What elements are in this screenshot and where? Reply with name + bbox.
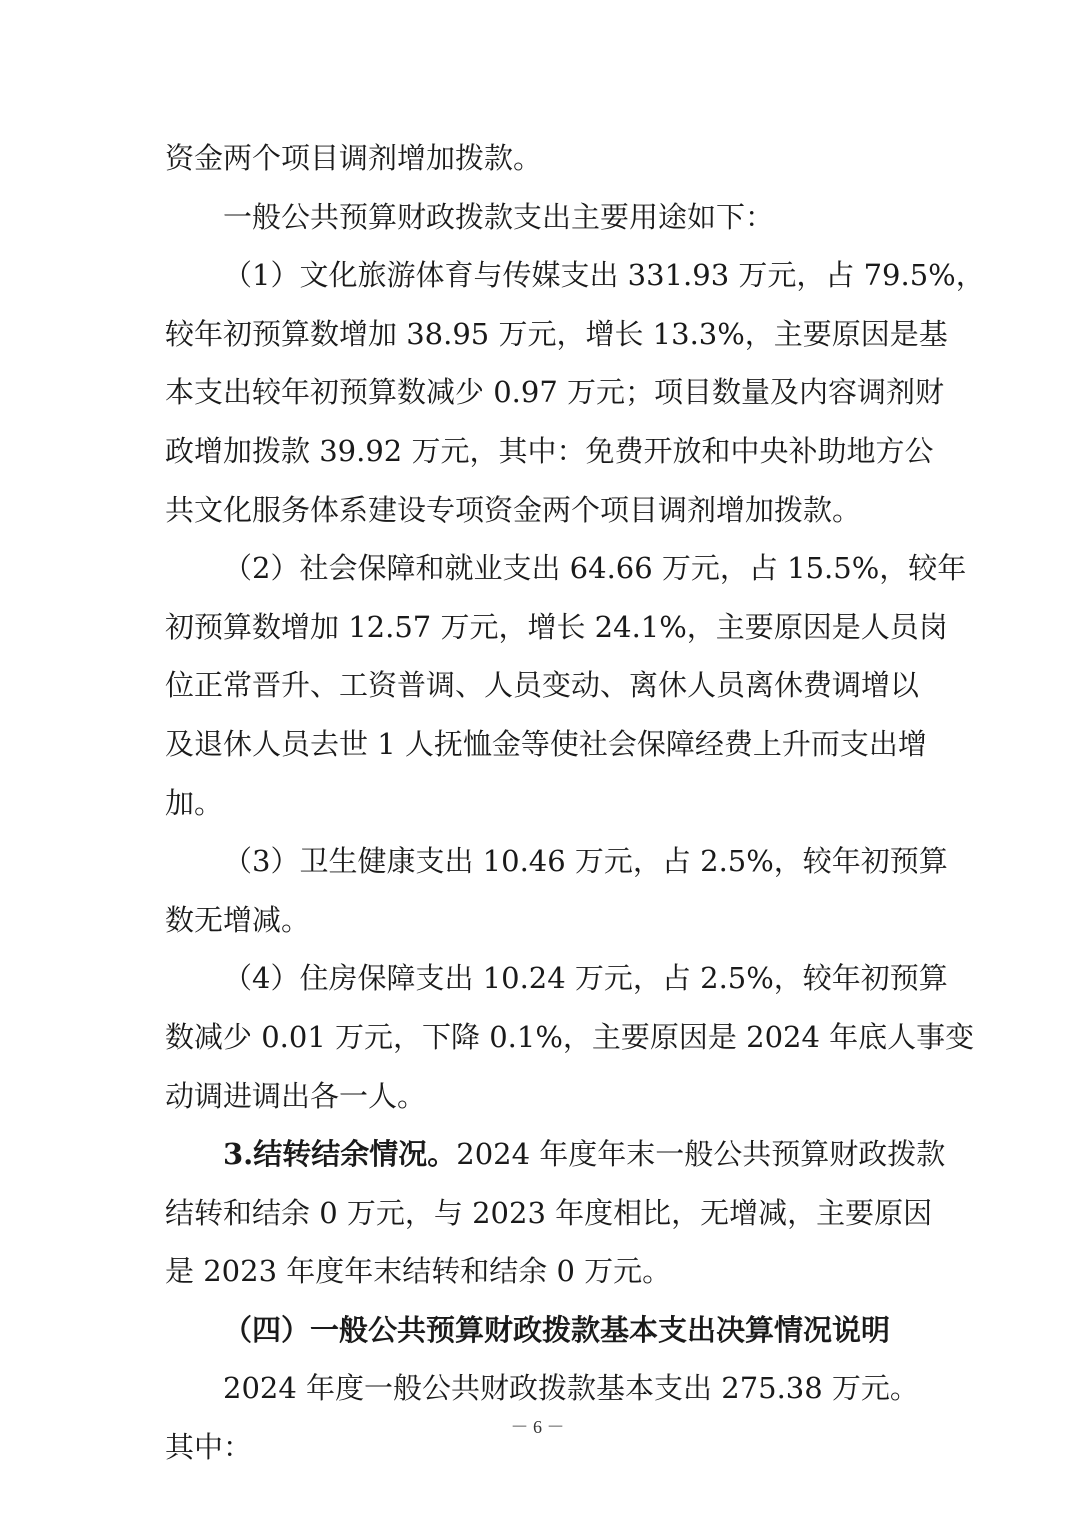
section-lead-text: 2024 年度年末一般公共预算财政拨款 (456, 1137, 946, 1172)
text-line: 其中： (165, 1430, 253, 1465)
text-line: 一般公共预算财政拨款支出主要用途如下： (223, 199, 775, 234)
page-number: － 6 － (510, 1417, 565, 1437)
text-line: 2024 年度一般公共财政拨款基本支出 275.38 万元。 (223, 1371, 919, 1406)
text-line: 位正常晋升、工资普调、人员变动、离休人员离休费调增以 (165, 668, 920, 703)
text-line: 数减少 0.01 万元，下降 0.1%，主要原因是 2024 年底人事变 (165, 1019, 975, 1054)
text-line: 较年初预算数增加 38.95 万元，增长 13.3%，主要原因是基 (165, 316, 948, 351)
text-line: （2）社会保障和就业支出 64.66 万元，占 15.5%，较年 (223, 551, 967, 586)
text-line: 资金两个项目调剂增加拨款。 (165, 141, 543, 175)
section-heading: （四）一般公共预算财政拨款基本支出决算情况说明 (223, 1312, 891, 1347)
text-line: 加。 (165, 785, 224, 820)
text-line: 共文化服务体系建设专项资金两个项目调剂增加拨款。 (165, 492, 862, 527)
text-line: （3）卫生健康支出 10.46 万元，占 2.5%，较年初预算 (223, 844, 948, 879)
text-line: （1）文化旅游体育与传媒支出 331.93 万元，占 79.5%， (223, 258, 985, 293)
text-line: 结转和结余 0 万元，与 2023 年度相比，无增减，主要原因 (165, 1195, 933, 1230)
document-body (165, 129, 985, 1477)
text-line: 数无增减。 (165, 902, 311, 937)
text-line: 是 2023 年度年末结转和结余 0 万元。 (165, 1254, 672, 1289)
text-line: 本支出较年初预算数减少 0.97 万元；项目数量及内容调剂财 (165, 375, 945, 410)
text-line: （4）住房保障支出 10.24 万元，占 2.5%，较年初预算 (223, 961, 948, 996)
text-line: 政增加拨款 39.92 万元，其中：免费开放和中央补助地方公 (165, 433, 934, 468)
section-paragraph (165, 1125, 946, 1184)
text-line: 初预算数增加 12.57 万元，增长 24.1%，主要原因是人员岗 (165, 609, 948, 644)
text-line: 及退休人员去世 1 人抚恤金等使社会保障经费上升而支出增 (165, 726, 927, 761)
text-line: 动调进调出各一人。 (165, 1078, 427, 1113)
section-lead: 3.结转结余情况。 (223, 1137, 457, 1172)
